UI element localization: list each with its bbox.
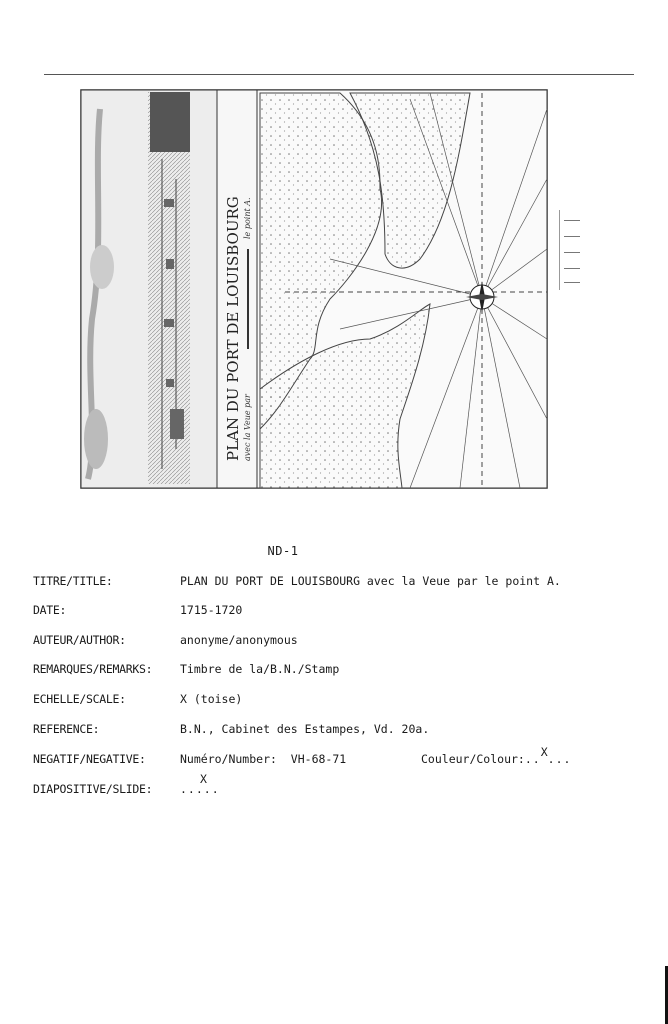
reference-value: B.N., Cabinet des Estampes, Vd. 20a.: [180, 722, 430, 736]
map-image: [80, 89, 558, 491]
author-label: AUTEUR/AUTHOR:: [33, 633, 126, 647]
map-title-sub2: le point A.: [243, 197, 252, 239]
date-value: 1715-1720: [180, 603, 243, 617]
colour-dots-after: ...: [547, 752, 572, 766]
scale-strip: [559, 210, 586, 290]
document-id: [0, 544, 668, 558]
map-title-sub: avec la Veue par: [243, 394, 252, 461]
negative-number-label: Numéro/Number:: [180, 752, 277, 766]
date-label: DATE:: [33, 603, 67, 617]
negative-label: NEGATIF/NEGATIVE:: [33, 752, 146, 766]
remarks-value: Timbre de la/B.N./Stamp: [180, 662, 340, 676]
title-label: TITRE/TITLE:: [33, 574, 113, 588]
colour-label: Couleur/Colour:: [421, 752, 525, 766]
top-rule: [44, 74, 634, 75]
colour-dots-before: ..: [524, 752, 541, 766]
slide-label: DIAPOSITIVE/SLIDE:: [33, 782, 153, 796]
title-value: PLAN DU PORT DE LOUISBOURG avec la Veue par le point A.: [180, 574, 561, 588]
slide-mark: X: [200, 772, 207, 786]
scale-label: ECHELLE/SCALE:: [33, 692, 126, 706]
remarks-label: REMARQUES/REMARKS:: [33, 662, 153, 676]
author-value: anonyme/anonymous: [180, 633, 298, 647]
scale-value: X (toise): [180, 692, 243, 706]
reference-label: REFERENCE:: [33, 722, 100, 736]
document-id-text: ND-1: [267, 544, 299, 558]
negative-number-value: VH-68-71: [290, 752, 347, 766]
slide-dots: .....: [180, 782, 220, 796]
map-title-main: PLAN DU PORT DE LOUISBOURG: [224, 196, 242, 461]
colour-mark: X: [540, 745, 548, 759]
